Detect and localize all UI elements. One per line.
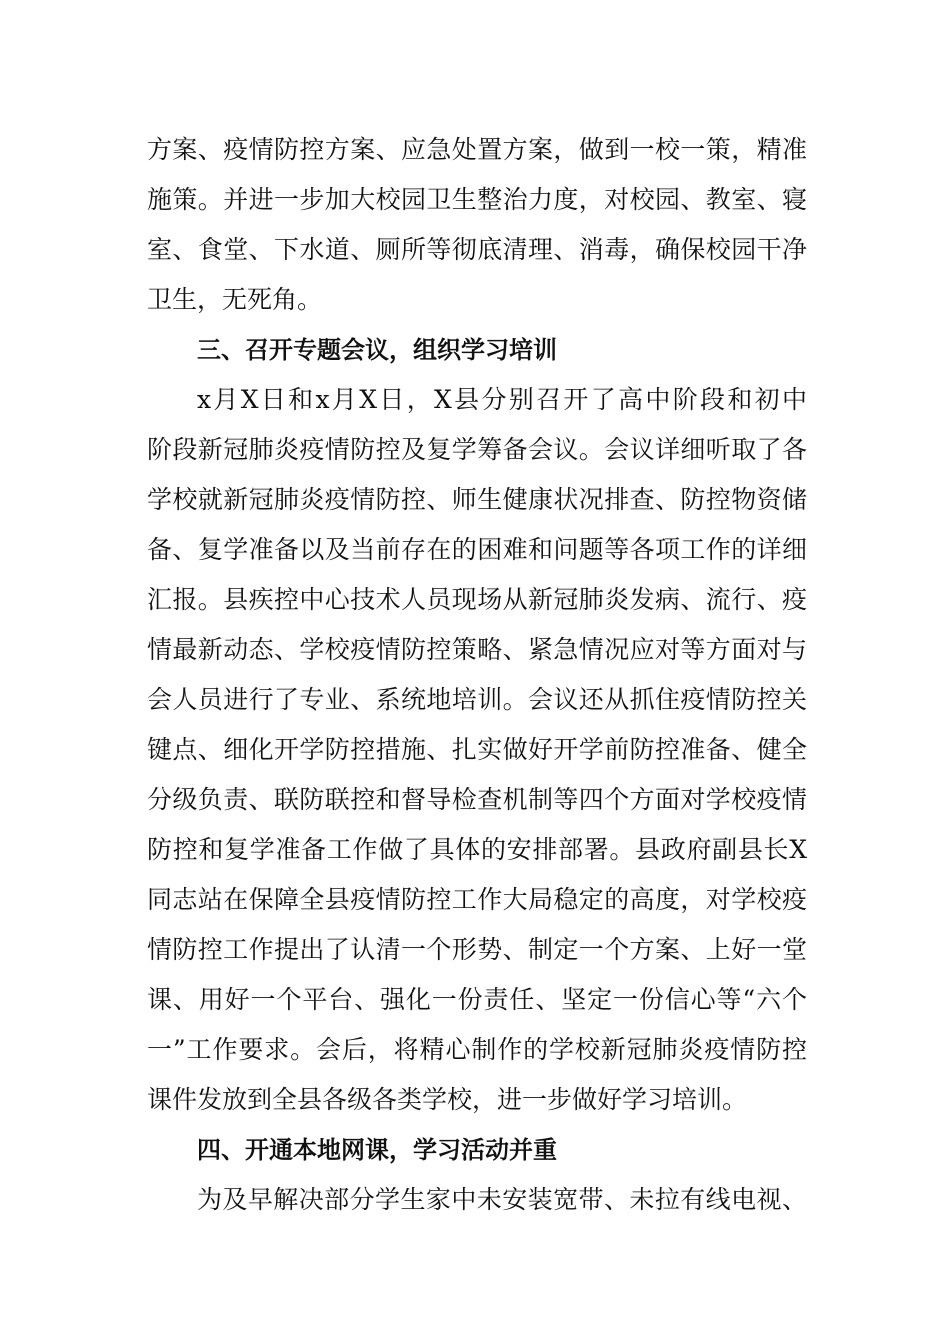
text-line: 汇报。县疾控中心技术人员现场从新冠肺炎发病、流行、疫 xyxy=(147,585,807,614)
text-line: 课件发放到全县各级各类学校，进一步做好学习培训。 xyxy=(147,1085,748,1114)
text-line: 室、食堂、下水道、厕所等彻底清理、消毒，确保校园干净 xyxy=(147,235,807,264)
text-line: 防控和复学准备工作做了具体的安排部署。县政府副县长X xyxy=(147,835,807,864)
paragraph-online-courses xyxy=(147,1175,807,1225)
text-line: 一”工作要求。会后，将精心制作的学校新冠肺炎疫情防控 xyxy=(147,1035,807,1064)
paragraph-prevention-plans xyxy=(147,125,807,325)
text-line: 方案、疫情防控方案、应急处置方案，做到一校一策，精准 xyxy=(147,135,807,164)
document-body xyxy=(147,125,807,1225)
text-line: 备、复学准备以及当前存在的困难和问题等各项工作的详细 xyxy=(147,535,807,564)
text-line: 卫生，无死角。 xyxy=(147,285,323,314)
text-line: 情最新动态、学校疫情防控策略、紧急情况应对等方面对与 xyxy=(147,635,807,664)
text-line: x月X日和x月X日，X县分别召开了高中阶段和初中 xyxy=(197,385,807,414)
text-line: 阶段新冠肺炎疫情防控及复学筹备会议。会议详细听取了各 xyxy=(147,435,807,464)
text-line: 会人员进行了专业、系统地培训。会议还从抓住疫情防控关 xyxy=(147,685,807,714)
text-line: 施策。并进一步加大校园卫生整治力度，对校园、教室、寝 xyxy=(147,185,807,214)
text-line: 情防控工作提出了认清一个形势、制定一个方案、上好一堂 xyxy=(147,935,807,964)
text-line: 为及早解决部分学生家中未安装宽带、未拉有线电视、 xyxy=(197,1185,807,1214)
text-line: 键点、细化开学防控措施、扎实做好开学前防控准备、健全 xyxy=(147,735,807,764)
text-line: 学校就新冠肺炎疫情防控、师生健康状况排查、防控物资储 xyxy=(147,485,807,514)
section-heading-4: 四、开通本地网课，学习活动并重 xyxy=(197,1136,557,1164)
text-line: 分级负责、联防联控和督导检查机制等四个方面对学校疫情 xyxy=(147,785,807,814)
section-heading-3: 三、召开专题会议，组织学习培训 xyxy=(197,336,557,364)
text-line: 课、用好一个平台、强化一份责任、坚定一份信心等“六个 xyxy=(147,985,807,1014)
text-line: 同志站在保障全县疫情防控工作大局稳定的高度，对学校疫 xyxy=(147,885,807,914)
paragraph-meeting-training xyxy=(147,375,807,1125)
